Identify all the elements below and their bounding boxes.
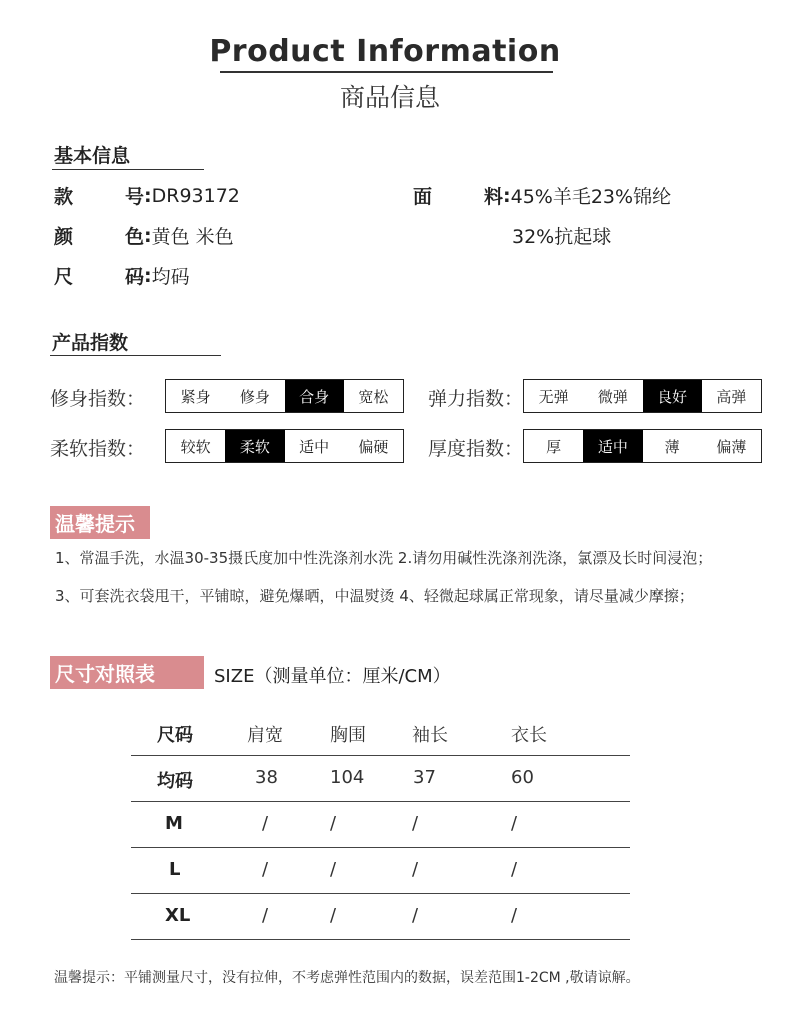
col-header-chest: 胸围	[330, 725, 366, 746]
fit-option-tight: 紧身	[180, 387, 211, 406]
title-underline	[220, 71, 553, 73]
col-header-size: 尺码	[157, 725, 193, 746]
table-row: XL	[165, 905, 191, 926]
table-row: M	[165, 813, 183, 834]
elasticity-index-label: 弹力指数：	[428, 388, 524, 410]
material-value-line2: 32%抗起球	[512, 226, 612, 248]
info-row-material: 面 料 : 45%羊毛23%锦纶	[413, 182, 671, 209]
col-header-length: 衣长	[511, 725, 547, 746]
table-row: L	[169, 859, 181, 880]
thickness-index-scale	[523, 429, 762, 463]
softness-option-stiff: 偏硬	[358, 437, 389, 456]
table-divider	[131, 939, 630, 940]
tips-line-1: 1、常温手洗，水温30-35摄氏度加中性洗涤剂水洗 2.请勿用碱性洗涤剂洗涤，氯漂及长时间浸泡；	[55, 549, 713, 567]
col-header-shoulder: 肩宽	[247, 725, 283, 746]
elasticity-index-scale	[523, 379, 762, 413]
table-divider	[131, 801, 630, 802]
fit-index-scale	[165, 379, 404, 413]
softness-index-scale	[165, 429, 404, 463]
table-row: 均码	[157, 771, 193, 792]
softness-option-moderate: 适中	[299, 437, 330, 456]
softness-option-supple: 柔软	[225, 430, 284, 462]
title-english: Product Information	[209, 34, 561, 69]
product-index-underline	[50, 355, 221, 356]
softness-option-soft: 较软	[180, 437, 211, 456]
fit-option-regular: 合身	[285, 380, 344, 412]
tips-line-2a: 3、可套洗衣袋甩干，平铺晾，避免爆晒，中温熨烫 4、轻微起球属正常现象，请尽量减少摩擦；	[55, 587, 694, 605]
thickness-option-very-thin: 偏薄	[716, 437, 747, 456]
softness-index-label: 柔软指数：	[50, 438, 146, 460]
size-unit-note: SIZE（测量单位：厘米/CM）	[214, 666, 451, 687]
elasticity-option-none: 无弹	[538, 387, 569, 406]
size-value: 均码	[151, 266, 190, 288]
style-number-value: DR93172	[151, 184, 240, 207]
thickness-index-label: 厚度指数：	[428, 438, 524, 460]
color-value: 黄色 米色	[151, 226, 234, 248]
table-divider	[131, 755, 630, 756]
table-divider	[131, 847, 630, 848]
info-row-size: 尺 码 : 均码	[54, 262, 190, 289]
thickness-option-thick: 厚	[546, 437, 562, 456]
elasticity-option-high: 高弹	[716, 387, 747, 406]
table-divider	[131, 893, 630, 894]
size-footnote: 温馨提示：平铺测量尺寸，没有拉伸，不考虑弹性范围内的数据，误差范围1-2CM ,敬请谅解。	[54, 970, 640, 986]
title-chinese: 商品信息	[339, 83, 440, 112]
fit-option-slim: 修身	[239, 387, 270, 406]
basic-info-underline	[52, 169, 204, 170]
elasticity-option-good: 良好	[643, 380, 702, 412]
info-row-color: 颜 色 : 黄色 米色	[54, 222, 234, 249]
fit-option-loose: 宽松	[358, 387, 389, 406]
info-row-style: 款 号 : DR93172	[54, 184, 240, 208]
tips-header: 温馨提示	[50, 506, 150, 539]
fit-index-label: 修身指数：	[50, 388, 146, 410]
size-chart-header: 尺寸对照表	[50, 656, 204, 689]
thickness-option-thin: 薄	[664, 437, 680, 456]
elasticity-option-slight: 微弹	[597, 387, 628, 406]
basic-info-header: 基本信息	[54, 145, 131, 167]
material-value-line1: 45%羊毛23%锦纶	[510, 186, 672, 208]
col-header-sleeve: 袖长	[412, 725, 448, 746]
thickness-option-moderate: 适中	[583, 430, 642, 462]
product-index-header: 产品指数	[52, 332, 129, 354]
